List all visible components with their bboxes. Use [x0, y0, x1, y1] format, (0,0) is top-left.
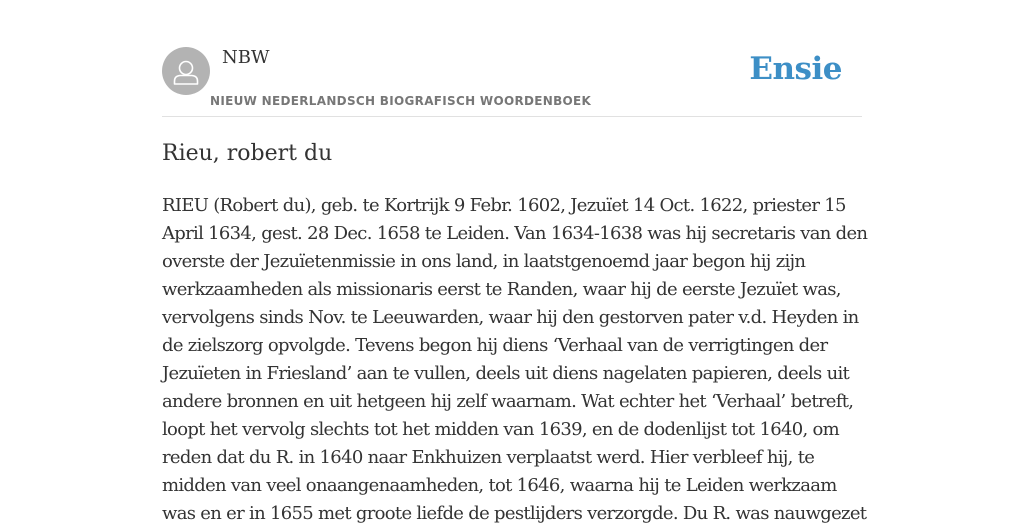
- article-line: RIEU (Robert du), geb. te Kortrijk 9 Febr. 1602, Jezuïet 14 Oct. 1622, priester 15: [162, 195, 846, 216]
- article-line: was en er in 1655 met groote liefde de pestlijders verzorgde. Du R. was nauwgezet: [162, 503, 867, 524]
- source-abbreviation[interactable]: NBW: [222, 47, 270, 68]
- article-line: Jezuïeten in Friesland’ aan te vullen, deels uit diens nagelaten papieren, deels uit: [162, 363, 850, 384]
- article-line: reden dat du R. in 1640 naar Enkhuizen verplaatst werd. Hier verbleef hij, te: [162, 447, 815, 468]
- article-line: vervolgens sinds Nov. te Leeuwarden, waar hij den gestorven pater v.d. Heyden in: [162, 307, 859, 328]
- article-line: April 1634, gest. 28 Dec. 1658 te Leiden. Van 1634-1638 was hij secretaris van den: [162, 223, 868, 244]
- user-placeholder-icon: [162, 47, 210, 95]
- article-line: de zielszorg opvolgde. Tevens begon hij diens ‘Verhaal van de verrigtingen der: [162, 335, 828, 356]
- article-line: werkzaamheden als missionaris eerst te Randen, waar hij de eerste Jezuïet was,: [162, 279, 841, 300]
- article-body: [162, 192, 868, 528]
- source-header: [162, 46, 862, 117]
- article-title: Rieu, robert du: [162, 141, 333, 166]
- source-full-name[interactable]: NIEUW NEDERLANDSCH BIOGRAFISCH WOORDENBOEK: [210, 94, 592, 108]
- article-line: midden van veel onaangenaamheden, tot 1646, waarna hij te Leiden werkzaam: [162, 475, 837, 496]
- brand-logo[interactable]: Ensie: [749, 51, 842, 87]
- article-line: loopt het vervolg slechts tot het midden van 1639, en de dodenlijst tot 1640, om: [162, 419, 840, 440]
- article-line: overste der Jezuïetenmissie in ons land, in laatstgenoemd jaar begon hij zijn: [162, 251, 806, 272]
- article-line: andere bronnen en uit hetgeen hij zelf waarnam. Wat echter het ‘Verhaal’ betreft,: [162, 391, 854, 412]
